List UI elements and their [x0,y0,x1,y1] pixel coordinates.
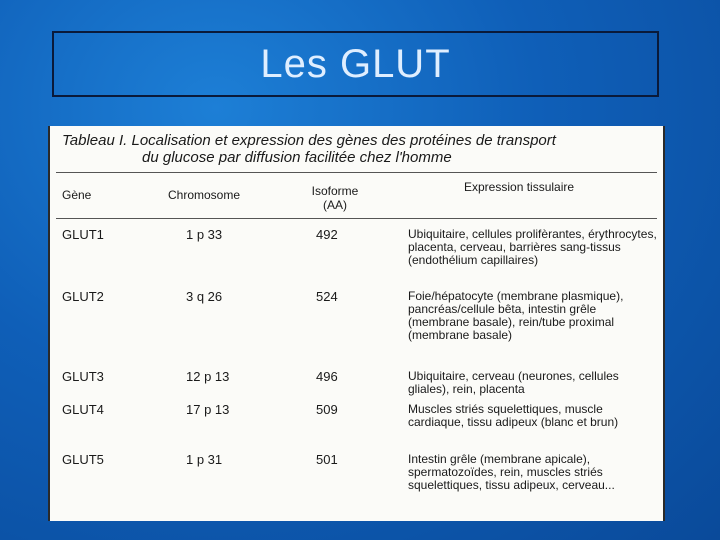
cell-isoform: 492 [316,227,338,242]
header-chromosome: Chromosome [168,188,241,202]
cell-isoform: 501 [316,452,338,467]
scan-right-edge [663,126,665,521]
cell-isoform: 509 [316,402,338,417]
header-expression: Expression tissulaire [464,180,575,194]
slide-title: Les GLUT [260,41,451,86]
cell-gene: GLUT4 [62,402,104,417]
cell-chromosome: 1 p 31 [186,452,223,467]
cell-gene: GLUT3 [62,369,104,384]
header-gene: Gène [62,188,92,202]
cell-isoform: 496 [316,369,338,384]
cell-isoform: 524 [316,289,338,304]
scan-left-edge [48,126,50,521]
rule-header [56,218,657,219]
table-caption-line-1: Tableau I. Localisation et expression des gènes des protéines de transport [62,132,556,149]
cell-expression: Foie/hépatocyte (membrane plasmique), pancréas/cellule bêta, intestin grêle (membrane basale), rein/tube proximal (membrane basale) [408,289,624,342]
cell-gene: GLUT5 [62,452,104,467]
table-caption-line-2: du glucose par diffusion facilitée chez l'homme [142,149,452,166]
table-caption [62,132,652,166]
cell-gene: GLUT1 [62,227,104,242]
cell-chromosome: 1 p 33 [186,227,223,242]
slide-title-box [52,31,659,97]
cell-chromosome: 12 p 13 [186,369,230,384]
cell-chromosome: 3 q 26 [186,289,223,304]
cell-chromosome: 17 p 13 [186,402,230,417]
cell-expression: Ubiquitaire, cellules prolifèrantes, érythrocytes, placenta, cerveau, barrières sang-tissus (endothélium capillaires) [408,227,657,267]
header-isoform: Isoforme (AA) [311,184,359,212]
rule-top [56,172,657,173]
scanned-table-image [48,126,665,521]
cell-gene: GLUT2 [62,289,104,304]
cell-expression: Ubiquitaire, cerveau (neurones, cellules gliales), rein, placenta [408,369,619,396]
cell-expression: Intestin grêle (membrane apicale), spermatozoïdes, rein, muscles striés squelettiques, tissu adipeux, cerveau... [408,452,615,492]
cell-expression: Muscles striés squelettiques, muscle cardiaque, tissu adipeux (blanc et brun) [408,402,619,429]
